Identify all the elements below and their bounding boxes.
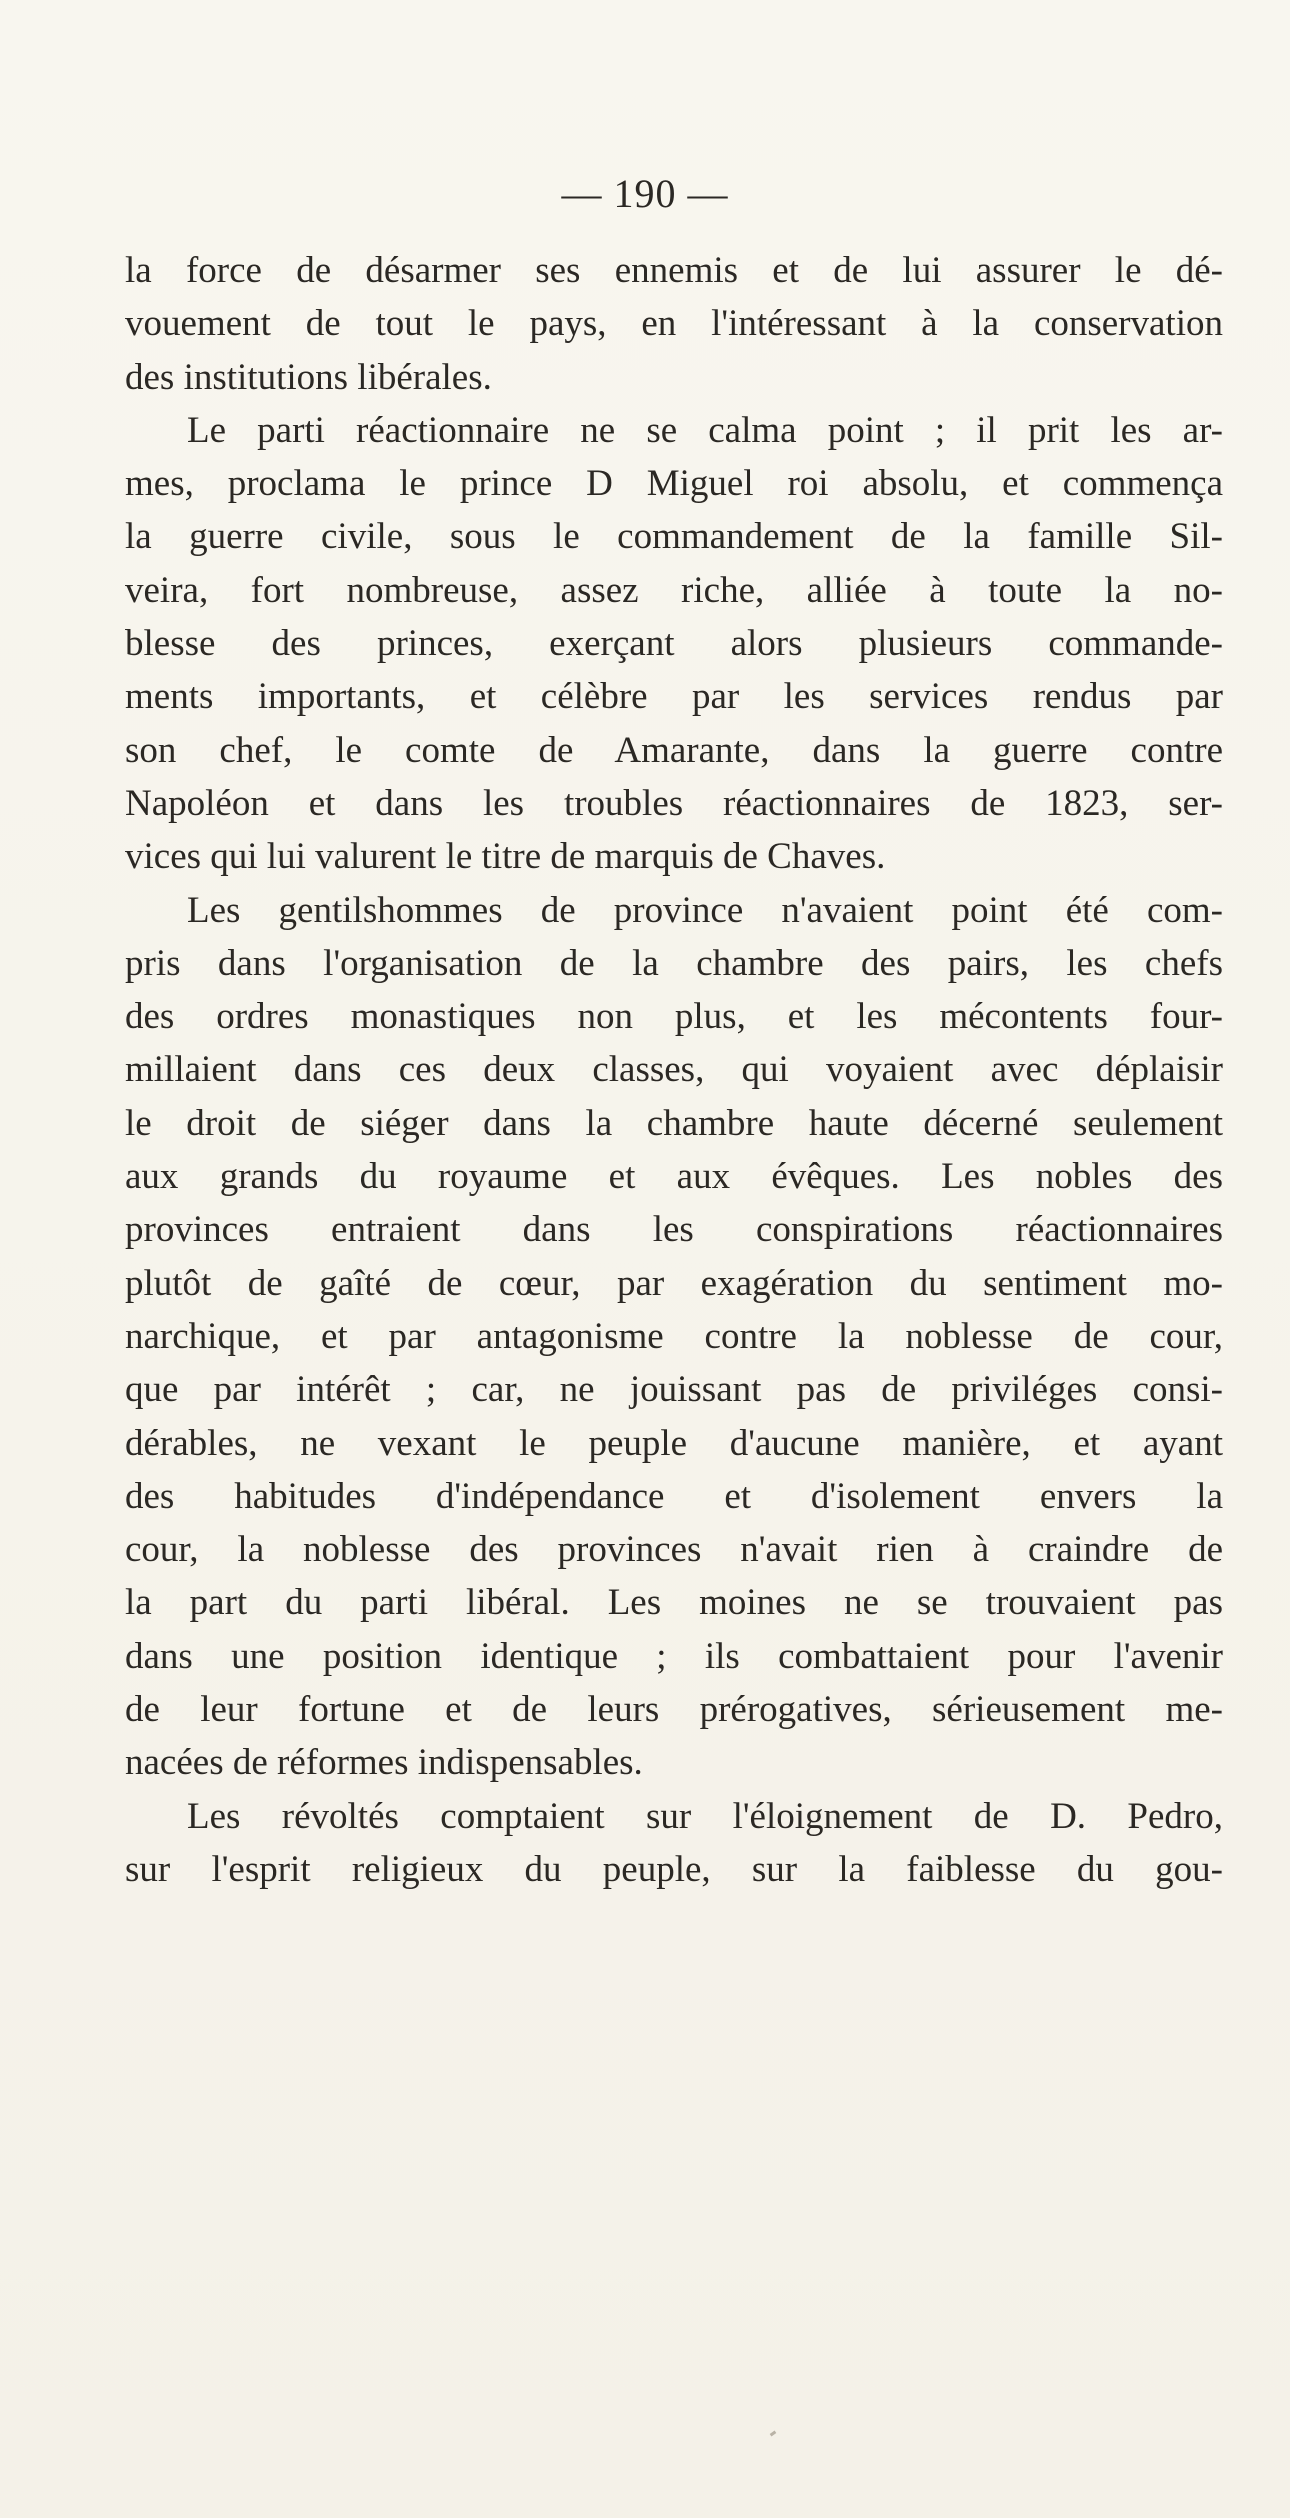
text-line: la force de désarmer ses ennemis et de lui assurer le dé- bbox=[125, 250, 1223, 291]
text-line: plutôt de gaîté de cœur, par exagération du sentiment mo- bbox=[125, 1262, 1223, 1304]
text-line: de leur fortune et de leurs prérogatives, sérieusement me- bbox=[125, 1689, 1223, 1731]
text-line: aux grands du royaume et aux évêques. Les nobles des bbox=[125, 1156, 1223, 1198]
text-line: vouement de tout le pays, en l'intéressant à la conservation bbox=[125, 303, 1223, 345]
text-line: vices qui lui valurent le titre de marquis de Chaves. bbox=[125, 836, 886, 878]
text-line: des ordres monastiques non plus, et les mécontents four- bbox=[125, 996, 1223, 1038]
text-line: Les révoltés comptaient sur l'éloignement de D. Pedro, bbox=[187, 1795, 1223, 1837]
text-line: ments importants, et célèbre par les services rendus par bbox=[125, 676, 1223, 718]
text-line: pris dans l'organisation de la chambre des pairs, les chefs bbox=[125, 942, 1223, 984]
text-line: cour, la noblesse des provinces n'avait rien à craindre de bbox=[125, 1529, 1223, 1571]
page-number: — 190 — bbox=[561, 171, 729, 216]
text-line: provinces entraient dans les conspirations réactionnaires bbox=[125, 1209, 1223, 1251]
text-line: blesse des princes, exerçant alors plusieurs commande- bbox=[125, 623, 1223, 665]
text-line: la guerre civile, sous le commandement de la famille Sil- bbox=[125, 516, 1223, 558]
text-line: dans une position identique ; ils combattaient pour l'avenir bbox=[125, 1635, 1223, 1677]
text-line: sur l'esprit religieux du peuple, sur la faiblesse du gou- bbox=[125, 1848, 1223, 1890]
text-line: que par intérêt ; car, ne jouissant pas de priviléges consi- bbox=[125, 1369, 1223, 1411]
text-line: Le parti réactionnaire ne se calma point ; il prit les ar- bbox=[187, 409, 1223, 451]
text-line: le droit de siéger dans la chambre haute décerné seulement bbox=[125, 1102, 1223, 1144]
text-line: nacées de réformes indispensables. bbox=[125, 1742, 643, 1784]
text-line: Napoléon et dans les troubles réactionnaires de 1823, ser- bbox=[125, 782, 1223, 824]
paper-speck bbox=[770, 2431, 777, 2437]
text-line: narchique, et par antagonisme contre la noblesse de cour, bbox=[125, 1315, 1223, 1357]
text-line: veira, fort nombreuse, assez riche, alliée à toute la no- bbox=[125, 569, 1223, 611]
text-line: la part du parti libéral. Les moines ne se trouvaient pas bbox=[125, 1582, 1223, 1624]
text-line: Les gentilshommes de province n'avaient point été com- bbox=[187, 889, 1223, 931]
text-line: son chef, le comte de Amarante, dans la guerre contre bbox=[125, 729, 1223, 771]
text-line: millaient dans ces deux classes, qui voyaient avec déplaisir bbox=[125, 1049, 1223, 1091]
text-line: mes, proclama le prince D Miguel roi absolu, et commença bbox=[125, 463, 1223, 505]
text-line: dérables, ne vexant le peuple d'aucune manière, et ayant bbox=[125, 1422, 1223, 1464]
body-text bbox=[125, 244, 1223, 1896]
text-line: des institutions libérales. bbox=[125, 356, 492, 398]
text-line: des habitudes d'indépendance et d'isolement envers la bbox=[125, 1475, 1223, 1517]
